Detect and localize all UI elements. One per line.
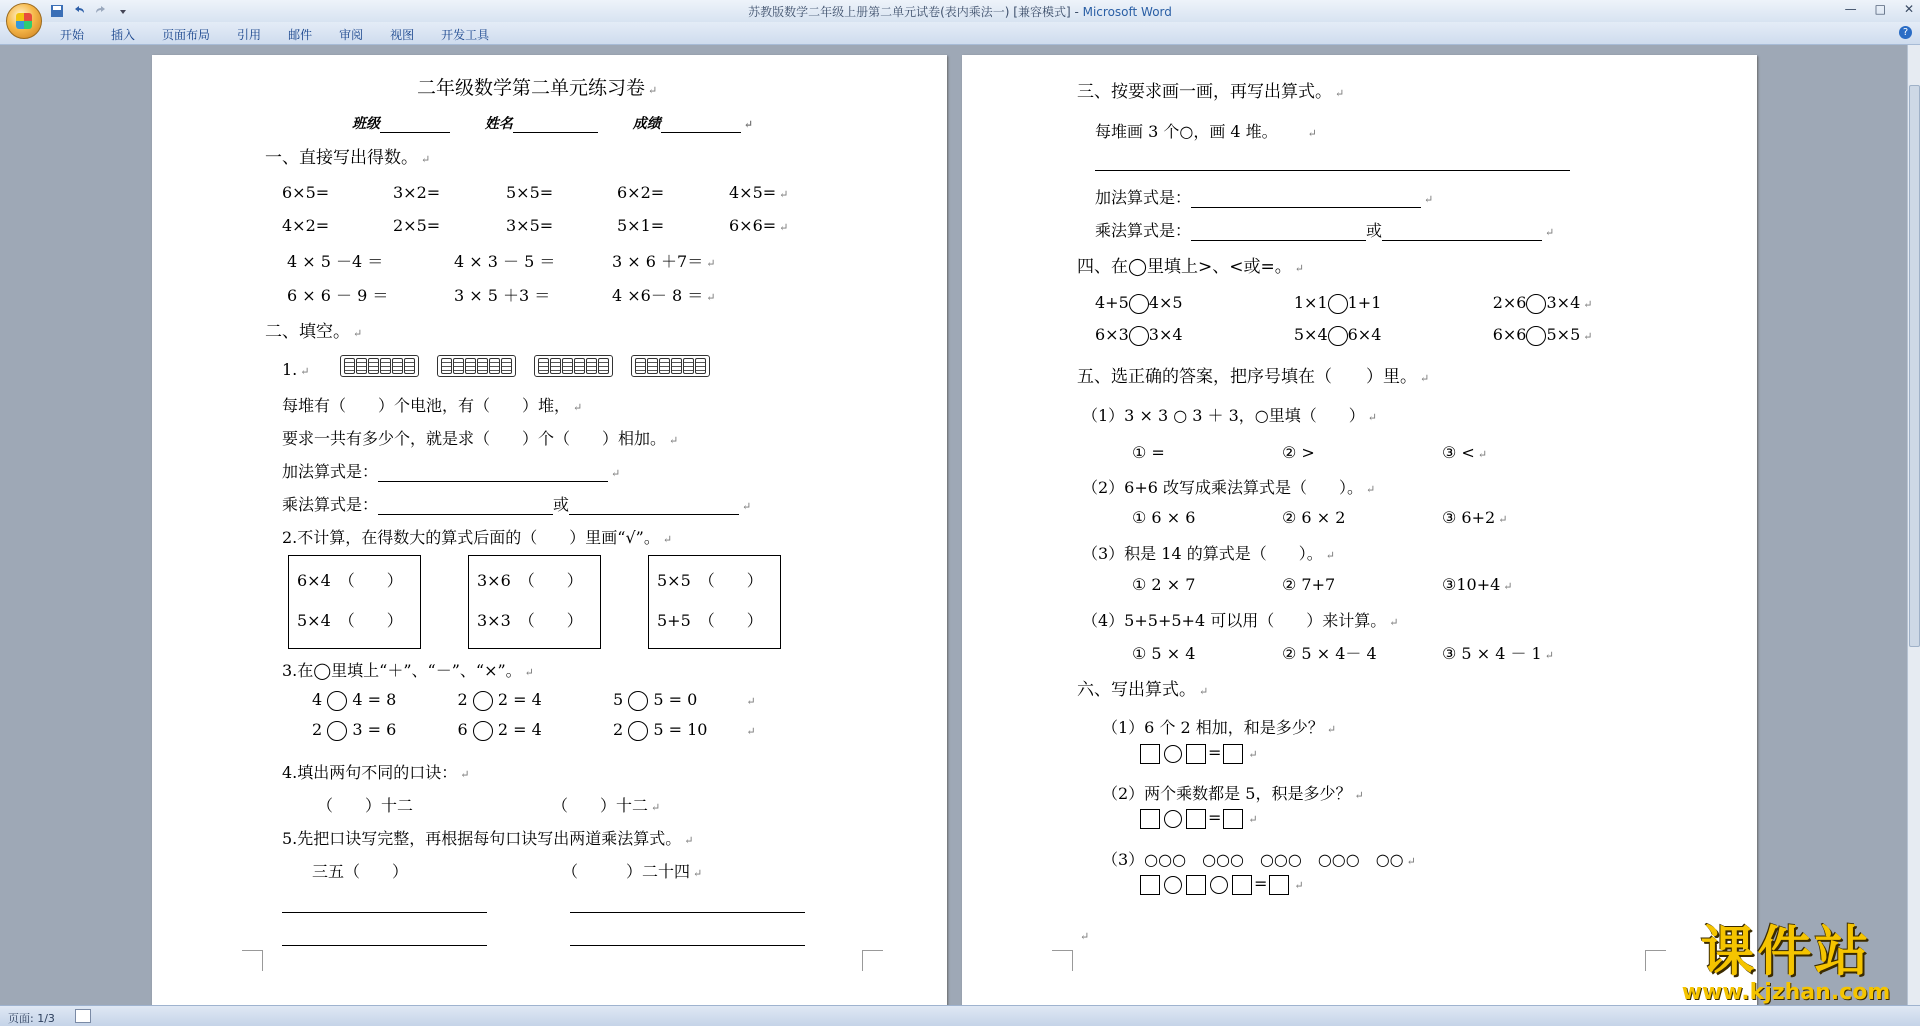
question-1-label: 1. ↵ [282, 360, 310, 379]
answer-template-1[interactable]: = ↵ [1138, 743, 1258, 764]
section-2-heading: 二、填空。 ↵ [265, 322, 363, 342]
compare-circle[interactable] [1328, 326, 1348, 346]
answer-template-2[interactable]: = ↵ [1138, 808, 1258, 829]
mc-option[interactable]: ① = [1132, 443, 1165, 462]
maximize-button[interactable]: □ [1874, 2, 1886, 16]
close-button[interactable]: ✕ [1903, 2, 1914, 16]
tab-insert[interactable]: 插入 [111, 28, 136, 42]
mc-option[interactable]: ③ < [1442, 443, 1475, 462]
mc-question-1: （1）3 × 3 ○ 3 ＋ 3，○里填（ ） ↵ [1082, 406, 1377, 425]
q1-addition-line: 加法算式是： ↵ [282, 462, 621, 481]
draw-instruction: 每堆画 3 个○，画 4 堆。 ↵ [1095, 122, 1317, 141]
window-title: 苏教版数学二年级上册第二单元试卷(表内乘法一) [兼容模式] - Microsoft Word [748, 5, 1172, 19]
compare-box-3 [648, 555, 781, 649]
q1-line-2: 要求一共有多少个，就是求（ ）个（ ）相加。 ↵ [282, 429, 679, 448]
operator-circle[interactable] [473, 721, 493, 741]
compare-circle[interactable] [1129, 326, 1149, 346]
ribbon [0, 22, 1920, 45]
drawing-line[interactable] [1095, 170, 1570, 171]
page-indicator[interactable]: 页面: 1/3 [8, 1012, 55, 1025]
tab-developer[interactable]: 开发工具 [441, 28, 490, 42]
section-4-heading: 四、在◯里填上>、<或=。 ↵ [1077, 257, 1304, 277]
mc-option[interactable]: ① 6 × 6 [1132, 508, 1196, 527]
worksheet-title: 二年级数学第二单元练习卷 ↵ [417, 77, 658, 99]
scrollbar-thumb[interactable] [1909, 85, 1920, 647]
operator-circle[interactable] [473, 691, 493, 711]
compare-item[interactable]: 5×4 （ ） [297, 611, 403, 630]
section-5-heading: 五、选正确的答案，把序号填在（ ）里。 ↵ [1077, 367, 1430, 387]
mc-option[interactable]: ③10+4 [1442, 575, 1501, 594]
operator-circle[interactable] [327, 691, 347, 711]
mc-option[interactable]: ① 2 × 7 [1132, 575, 1196, 594]
operator-row-2: 2 3 = 6 6 2 = 4 2 5 = 10 ↵ [312, 720, 756, 739]
q4-blank-1[interactable]: （ ）十二 [317, 796, 414, 815]
proofing-icon[interactable] [75, 1009, 91, 1023]
help-icon[interactable]: ? [1899, 26, 1912, 39]
mc-option[interactable]: ② 7+7 [1282, 575, 1336, 594]
title-bar [0, 0, 1920, 23]
q5-blank-1[interactable]: 三五（ ） [312, 862, 409, 881]
compare-box-2 [468, 555, 601, 649]
compare-circle[interactable] [1526, 294, 1546, 314]
tab-view[interactable]: 视图 [390, 28, 415, 42]
compare-row-1: 4+5 4×5 1×1 1+1 2×6 3×4 ↵ [1095, 293, 1593, 312]
battery-group [631, 355, 710, 377]
compare-circle[interactable] [1328, 294, 1348, 314]
page-corner-mark [1645, 950, 1666, 971]
q1-line-1: 每堆有（ ）个电池，有（ ）堆， ↵ [282, 396, 583, 415]
compare-item[interactable]: 3×6 （ ） [477, 571, 583, 590]
mc-option[interactable]: ① 5 × 4 [1132, 644, 1196, 663]
question-5-text: 5.先把口诀写完整，再根据每句口诀写出两道乘法算式。 ↵ [282, 829, 694, 848]
compare-circle[interactable] [1129, 294, 1149, 314]
battery-group [340, 355, 419, 377]
operator-circle[interactable] [327, 721, 347, 741]
office-logo-icon [16, 13, 32, 29]
document-page-2[interactable] [962, 55, 1757, 1010]
mc-option[interactable]: ③ 5 × 4 － 1 [1442, 644, 1542, 663]
question-3-text: 3.在◯里填上“＋”、“－”、“×”。 ↵ [282, 661, 534, 680]
mc-options-1: ① = ② > ③ < ↵ [1132, 443, 1488, 462]
mc-question-4: （4）5+5+5+4 可以用（ ）来计算。 ↵ [1082, 611, 1399, 630]
calc-row-1: 6×5= 3×2= 5×5= 6×2= 4×5= ↵ [282, 183, 789, 202]
q1-multiplication-line: 乘法算式是： 或 ↵ [282, 495, 752, 514]
section-3-heading: 三、按要求画一画，再写出算式。 ↵ [1077, 82, 1345, 102]
tab-references[interactable]: 引用 [237, 28, 262, 42]
office-button[interactable] [6, 3, 42, 39]
site-watermark-logo: 课件站 www.kjzhan.com [1681, 919, 1891, 1005]
page-corner-mark [862, 950, 883, 971]
tab-review[interactable]: 审阅 [339, 28, 364, 42]
mc-option[interactable]: ③ 6+2 [1442, 508, 1496, 527]
vertical-scrollbar[interactable] [1907, 45, 1920, 1005]
compare-item[interactable]: 3×3 （ ） [477, 611, 583, 630]
compare-item[interactable]: 6×4 （ ） [297, 571, 403, 590]
answer-line[interactable] [570, 912, 805, 913]
multiplication-formula-line: 乘法算式是： 或 ↵ [1095, 221, 1555, 240]
tab-home[interactable]: 开始 [60, 28, 85, 42]
answer-line[interactable] [282, 945, 487, 946]
calc-row-3: 4 × 5 －4 ＝ 4 × 3 － 5 ＝ 3 × 6 ＋7＝ ↵ [287, 252, 716, 271]
tab-mailings[interactable]: 邮件 [288, 28, 313, 42]
battery-group [534, 355, 613, 377]
minimize-button[interactable]: — [1844, 2, 1857, 16]
question-4-text: 4.填出两句不同的口诀： ↵ [282, 763, 470, 782]
battery-groups-image [340, 355, 710, 377]
page-corner-mark [1052, 950, 1073, 971]
mc-question-3: （3）积是 14 的算式是（ ）。 ↵ [1082, 544, 1335, 563]
battery-group [437, 355, 516, 377]
calc-row-4: 6 × 6 － 9 ＝ 3 × 5 ＋3 ＝ 4 ×6－ 8 ＝ ↵ [287, 286, 716, 305]
document-page-1[interactable] [152, 55, 947, 1010]
page-corner-mark [242, 950, 263, 971]
mc-option[interactable]: ② 5 × 4－ 4 [1282, 644, 1377, 663]
section-1-heading: 一、直接写出得数。 ↵ [265, 148, 431, 168]
student-info-line: 班级 姓名 成绩 ↵ [352, 116, 753, 132]
operator-row-1: 4 4 = 8 2 2 = 4 5 5 = 0 ↵ [312, 690, 756, 709]
calc-row-2: 4×2= 2×5= 3×5= 5×1= 6×6= ↵ [282, 216, 789, 235]
compare-circle[interactable] [1526, 326, 1546, 346]
operator-circle[interactable] [628, 691, 648, 711]
mc-question-2: （2）6+6 改写成乘法算式是（ ）。 ↵ [1082, 478, 1376, 497]
answer-template-3[interactable]: = ↵ [1138, 874, 1304, 895]
section-6-heading: 六、写出算式。 ↵ [1077, 680, 1209, 700]
mc-option[interactable]: ② 6 × 2 [1282, 508, 1346, 527]
word-problem-1: （1）6 个 2 相加，和是多少？ ↵ [1102, 718, 1337, 737]
mc-option[interactable]: ② > [1282, 443, 1315, 462]
tab-page-layout[interactable]: 页面布局 [162, 28, 211, 42]
compare-item[interactable]: 5×5 （ ） [657, 571, 763, 590]
window-controls [1845, 2, 1914, 16]
mc-options-3: ① 2 × 7 ② 7+7 ③10+4 ↵ [1132, 575, 1513, 594]
empty-paragraph-mark: ↵ [1080, 930, 1090, 943]
answer-line[interactable] [282, 912, 487, 913]
operator-circle[interactable] [628, 721, 648, 741]
compare-item[interactable]: 5+5 （ ） [657, 611, 763, 630]
mc-options-4: ① 5 × 4 ② 5 × 4－ 4 ③ 5 × 4 － 1 ↵ [1132, 641, 1554, 664]
status-bar [0, 1005, 1920, 1026]
q5-blank-2[interactable]: （ ）二十四 ↵ [562, 862, 703, 881]
word-problem-2: （2）两个乘数都是 5，积是多少？ ↵ [1102, 784, 1364, 803]
question-2-text: 2.不计算，在得数大的算式后面的（ ）里画“√”。 ↵ [282, 528, 673, 547]
compare-box-1 [288, 555, 421, 649]
compare-row-2: 6×3 3×4 5×4 6×4 6×6 5×5 ↵ [1095, 325, 1593, 344]
word-problem-3: （3）○○○ ○○○ ○○○ ○○○ ○○ ↵ [1102, 850, 1416, 869]
mc-options-2: ① 6 × 6 ② 6 × 2 ③ 6+2 ↵ [1132, 508, 1508, 527]
answer-line[interactable] [570, 945, 805, 946]
addition-formula-line: 加法算式是： ↵ [1095, 188, 1434, 207]
q4-blank-2[interactable]: （ ）十二 ↵ [552, 796, 661, 815]
